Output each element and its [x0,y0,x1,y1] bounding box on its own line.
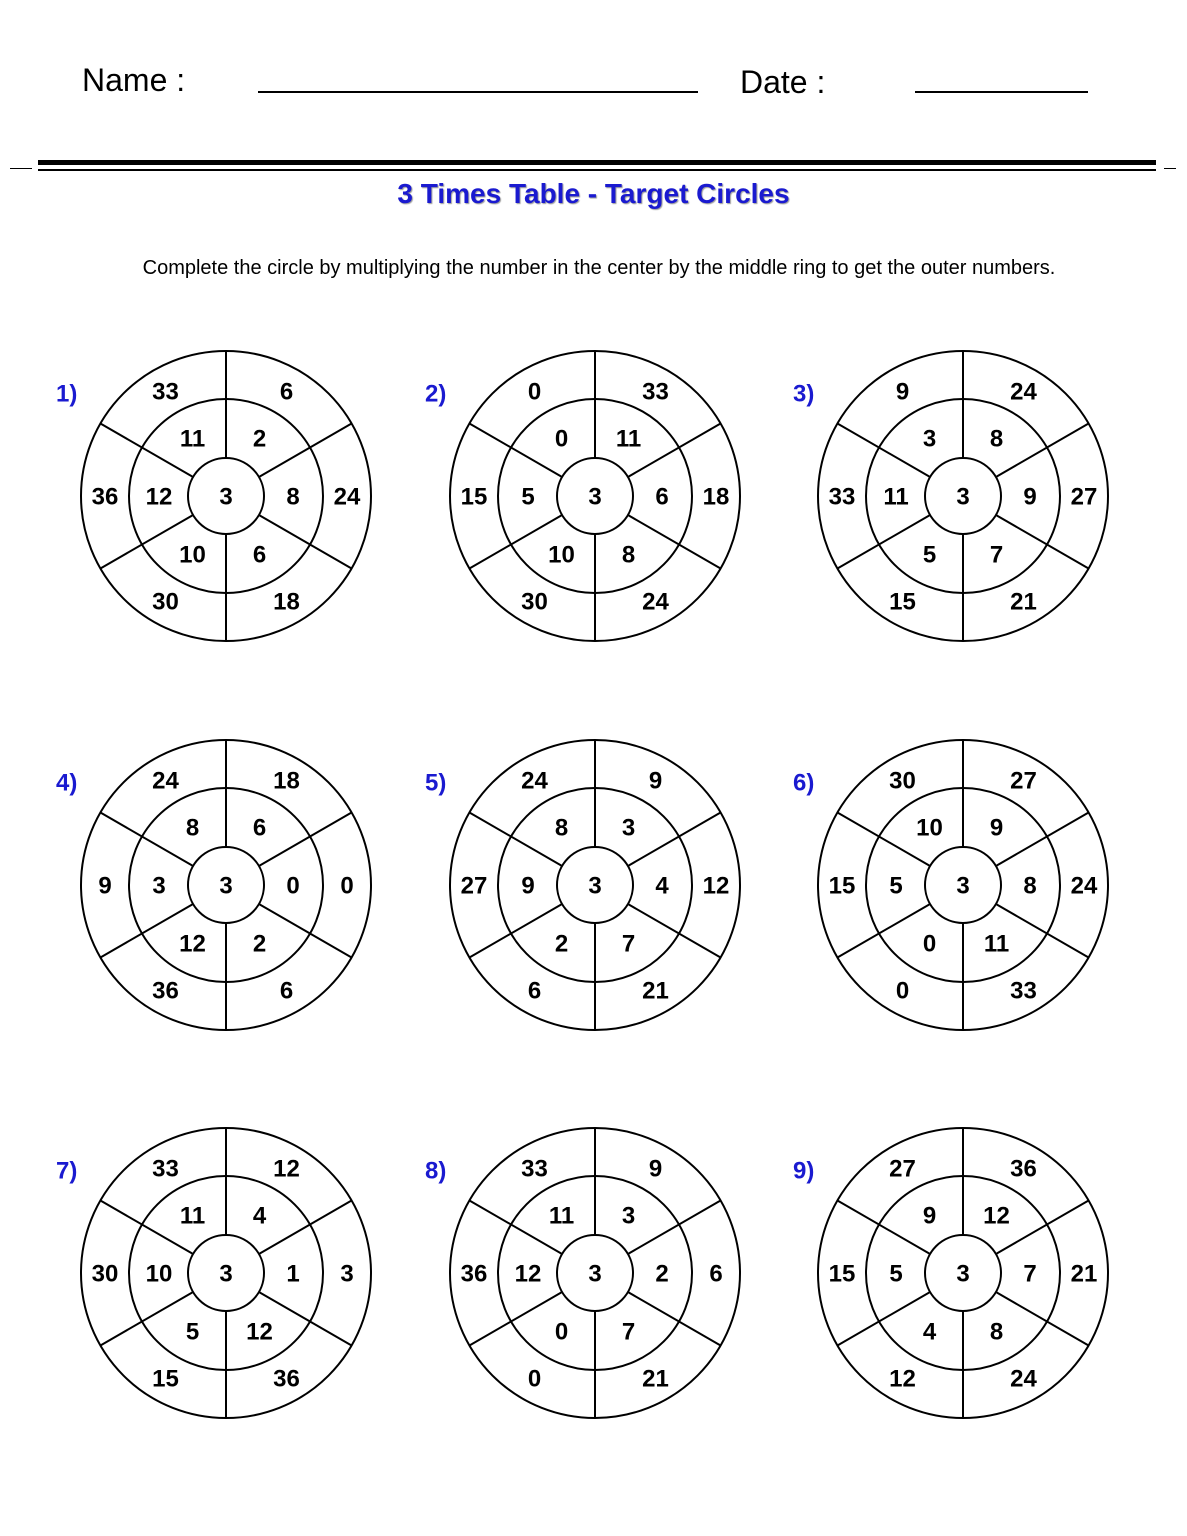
middle-ring-number: 11 [983,930,1010,958]
outer-ring-number[interactable]: 24 [1070,872,1098,900]
sector-divider [628,1292,721,1346]
outer-ring-number[interactable]: 0 [340,872,354,900]
middle-ring-number: 11 [179,425,206,453]
sector-divider [259,424,352,478]
middle-ring-number: 6 [252,814,267,842]
middle-ring-number: 0 [922,930,937,958]
outer-ring-number[interactable]: 36 [1010,1155,1037,1183]
target-circle-4 [56,740,371,1030]
middle-ring-number: 2 [252,425,267,453]
outer-ring-number[interactable]: 21 [642,1365,669,1393]
middle-ring-number: 4 [655,872,669,900]
name-label: Name : [82,62,186,98]
question-number: 2) [425,380,447,408]
middle-ring-number: 6 [252,541,267,569]
question-number: 4) [56,769,78,797]
outer-ring-number[interactable]: 9 [648,1155,663,1183]
sector-divider [996,424,1089,478]
outer-ring-number[interactable]: 3 [340,1260,354,1288]
outer-ring-number[interactable]: 33 [1010,977,1037,1005]
question-number: 5) [425,769,447,797]
outer-ring-number[interactable]: 36 [460,1260,488,1288]
middle-ring-number: 2 [655,1260,669,1288]
outer-ring-number[interactable]: 33 [152,378,179,406]
question-number: 3) [793,380,815,408]
middle-ring-number: 8 [185,814,200,842]
middle-ring-number: 5 [889,1260,903,1288]
sector-divider [837,1292,930,1346]
center-number: 3 [219,1260,233,1288]
outer-ring-number[interactable]: 30 [521,588,548,616]
outer-ring-number[interactable]: 33 [521,1155,548,1183]
outer-ring-number[interactable]: 12 [273,1155,300,1183]
middle-ring-number: 3 [621,814,636,842]
outer-ring-number[interactable]: 15 [889,588,916,616]
middle-ring-number: 5 [922,541,937,569]
sector-divider [628,1201,721,1255]
outer-ring-number[interactable]: 24 [521,767,548,795]
middle-ring-number: 7 [989,541,1004,569]
middle-ring-number: 8 [621,541,636,569]
worksheet-title: 3 Times Table - Target Circles [397,178,790,209]
middle-ring-number: 12 [246,1318,273,1346]
outer-ring-number[interactable]: 24 [152,767,179,795]
sector-divider [100,813,193,867]
middle-ring-number: 12 [145,483,173,511]
middle-ring-number: 2 [252,930,267,958]
middle-ring-number: 6 [655,483,669,511]
outer-ring-number[interactable]: 33 [642,378,669,406]
sector-divider [469,813,562,867]
outer-ring-number[interactable]: 18 [273,588,300,616]
middle-ring-number: 8 [554,814,569,842]
outer-ring-number[interactable]: 6 [709,1260,723,1288]
middle-ring-number: 1 [286,1260,300,1288]
question-number: 8) [425,1157,447,1185]
target-circle-5 [425,740,740,1030]
outer-ring-number[interactable]: 15 [460,483,488,511]
middle-ring-number: 9 [1023,483,1037,511]
outer-ring-number[interactable]: 15 [152,1365,179,1393]
outer-ring-number[interactable]: 30 [889,767,916,795]
middle-ring-number: 7 [621,930,636,958]
outer-ring-number[interactable]: 24 [1010,378,1037,406]
sector-divider [837,424,930,478]
outer-ring-number[interactable]: 15 [828,872,856,900]
outer-ring-number[interactable]: 12 [702,872,730,900]
sector-divider [259,515,352,569]
outer-ring-number[interactable]: 27 [889,1155,916,1183]
middle-ring-number: 5 [889,872,903,900]
middle-ring-number: 9 [922,1202,937,1230]
sector-divider [996,1292,1089,1346]
middle-ring-number: 2 [554,930,569,958]
middle-ring-number: 8 [286,483,300,511]
outer-ring-number[interactable]: 6 [279,977,294,1005]
middle-ring-number: 11 [883,483,909,511]
middle-ring-number: 0 [554,1318,569,1346]
middle-ring-number: 7 [621,1318,636,1346]
sector-divider [996,813,1089,867]
center-number: 3 [219,483,233,511]
sector-divider [837,515,930,569]
outer-ring-number[interactable]: 27 [1070,483,1098,511]
outer-ring-number[interactable]: 6 [527,977,542,1005]
sector-divider [100,1292,193,1346]
sector-divider [469,424,562,478]
outer-ring-number[interactable]: 21 [642,977,669,1005]
middle-ring-number: 9 [989,814,1004,842]
sector-divider [628,515,721,569]
outer-ring-number[interactable]: 18 [273,767,300,795]
sector-divider [837,904,930,958]
middle-ring-number: 10 [916,814,943,842]
outer-ring-number[interactable]: 21 [1010,588,1037,616]
center-number: 3 [588,483,602,511]
outer-ring-number[interactable]: 30 [91,1260,119,1288]
center-number: 3 [956,1260,970,1288]
sector-divider [996,904,1089,958]
middle-ring-number: 3 [922,425,937,453]
outer-ring-number[interactable]: 24 [1010,1365,1037,1393]
outer-ring-number[interactable]: 0 [527,378,542,406]
middle-ring-number: 7 [1023,1260,1037,1288]
target-circle-1 [56,351,371,641]
middle-ring-number: 0 [554,425,569,453]
outer-ring-number[interactable]: 0 [527,1365,542,1393]
middle-ring-number: 8 [989,1318,1004,1346]
sector-divider [469,904,562,958]
outer-ring-number[interactable]: 27 [1010,767,1037,795]
sector-divider [628,813,721,867]
middle-ring-number: 11 [615,425,642,453]
outer-ring-number[interactable]: 0 [895,977,910,1005]
outer-ring-number[interactable]: 15 [828,1260,856,1288]
middle-ring-number: 10 [179,541,206,569]
outer-ring-number[interactable]: 21 [1070,1260,1098,1288]
sector-divider [469,1292,562,1346]
middle-ring-number: 5 [521,483,535,511]
outer-ring-number[interactable]: 27 [460,872,488,900]
outer-ring-number[interactable]: 36 [91,483,119,511]
outer-ring-number[interactable]: 6 [279,378,294,406]
middle-ring-number: 3 [621,1202,636,1230]
center-number: 3 [956,872,970,900]
outer-ring-number[interactable]: 30 [152,588,179,616]
target-circle-2 [425,351,740,641]
center-number: 3 [219,872,233,900]
outer-ring-number[interactable]: 33 [152,1155,179,1183]
middle-ring-number: 4 [252,1202,267,1230]
sector-divider [628,424,721,478]
middle-ring-number: 8 [1023,872,1037,900]
question-number: 1) [56,380,78,408]
outer-ring-number[interactable]: 18 [702,483,730,511]
outer-ring-number[interactable]: 33 [828,483,856,511]
question-number: 7) [56,1157,78,1185]
target-circle-9 [793,1128,1108,1418]
middle-ring-number: 3 [152,872,166,900]
sector-divider [259,904,352,958]
middle-ring-number: 9 [521,872,535,900]
outer-ring-number[interactable]: 9 [895,378,910,406]
target-circle-8 [425,1128,740,1418]
outer-ring-number[interactable]: 36 [152,977,179,1005]
center-number: 3 [588,872,602,900]
center-number: 3 [956,483,970,511]
outer-ring-number[interactable]: 9 [98,872,112,900]
outer-ring-number[interactable]: 9 [648,767,663,795]
target-circle-6 [793,740,1108,1030]
middle-ring-number: 0 [286,872,300,900]
center-number: 3 [588,1260,602,1288]
instructions-text: Complete the circle by multiplying the number in the center by the middle ring to get the outer numbers. [142,257,1056,279]
middle-ring-number: 12 [983,1202,1010,1230]
middle-ring-number: 5 [185,1318,200,1346]
middle-ring-number: 4 [922,1318,937,1346]
question-number: 6) [793,769,815,797]
middle-ring-number: 11 [548,1202,575,1230]
outer-ring-number[interactable]: 24 [333,483,361,511]
outer-ring-number[interactable]: 24 [642,588,669,616]
sector-divider [837,1201,930,1255]
sector-divider [259,813,352,867]
middle-ring-number: 11 [179,1202,206,1230]
target-circle-3 [793,351,1108,641]
question-number: 9) [793,1157,815,1185]
outer-ring-number[interactable]: 36 [273,1365,300,1393]
middle-ring-number: 10 [145,1260,173,1288]
middle-ring-number: 8 [989,425,1004,453]
sector-divider [996,515,1089,569]
sector-divider [259,1201,352,1255]
target-circle-7 [56,1128,371,1418]
sector-divider [628,904,721,958]
middle-ring-number: 12 [514,1260,542,1288]
outer-ring-number[interactable]: 12 [889,1365,916,1393]
date-label: Date : [740,64,826,100]
middle-ring-number: 10 [548,541,575,569]
middle-ring-number: 12 [179,930,206,958]
